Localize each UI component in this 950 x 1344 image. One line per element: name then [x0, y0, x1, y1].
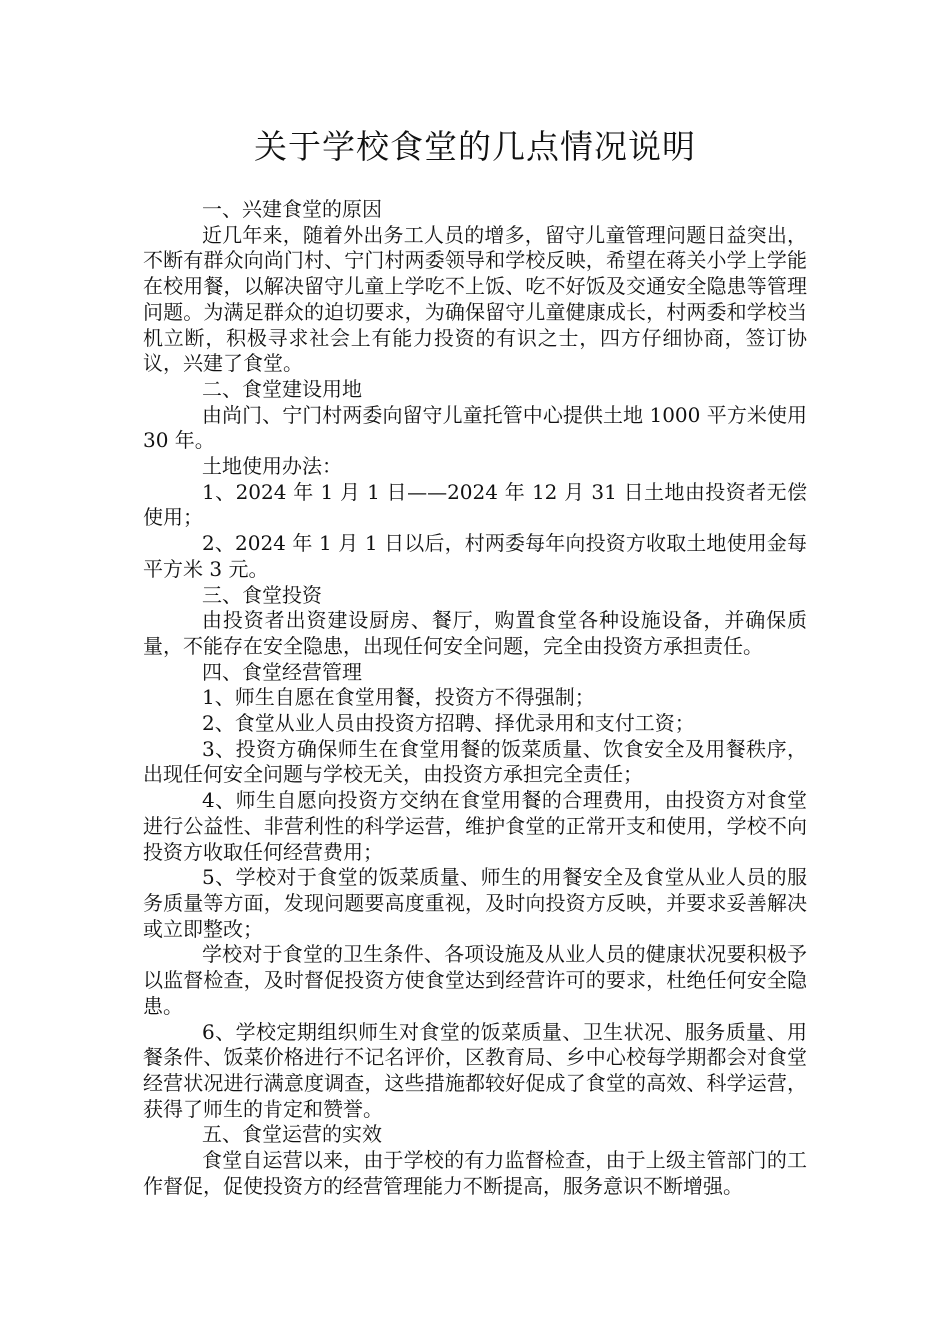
section-heading-4: 四、食堂经营管理 [202, 659, 362, 684]
list-item-management-1: 1、师生自愿在食堂用餐，投资方不得强制； [202, 685, 595, 710]
section-heading-1: 一、兴建食堂的原因 [202, 197, 382, 221]
section-heading-2: 二、食堂建设用地 [202, 376, 362, 401]
list-item-management-6: 6、学校定期组织师生对食堂的饭菜质量、卫生状况、服务质量、用餐条件、饭菜价格进行不记名评价，区教育局、乡中心校每学期都会对食堂经营状况进行满意度调查，这些措施都较好促成了食堂的高效、科学运营，获得了师生的肯定和赞誉。 [143, 1019, 807, 1121]
list-item-management-5: 5、学校对于食堂的饭菜质量、师生的用餐安全及食堂从业人员的服务质量等方面，发现问题要高度重视，及时向投资方反映，并要求妥善解决或立即整改； [143, 865, 807, 941]
paragraph-supervision: 学校对于食堂的卫生条件、各项设施及从业人员的健康状况要积极予以监督检查，及时督促投资方使食堂达到经营许可的要求，杜绝任何安全隐患。 [143, 942, 807, 1018]
paragraph-reason: 近几年来，随着外出务工人员的增多，留守儿童管理问题日益突出，不断有群众向尚门村、宁门村两委领导和学校反映，希望在蒋关小学上学能在校用餐，以解决留守儿童上学吃不上饭、吃不好饭及交通安全隐患等管理问题。为满足群众的迫切要求，为确保留守儿童健康成长，村两委和学校当机立断，积极寻求社会上有能力投资的有识之士，四方仔细协商，签订协议，兴建了食堂。 [143, 222, 807, 376]
list-item-management-2: 2、食堂从业人员由投资方招聘、择优录用和支付工资； [202, 711, 695, 736]
list-item-land-1: 1、2024 年 1 月 1 日——2024 年 12 月 31 日土地由投资者无偿使用； [143, 479, 807, 530]
list-item-management-4: 4、师生自愿向投资方交纳在食堂用餐的合理费用，由投资方对食堂进行公益性、非营利性的科学运营，维护食堂的正常开支和使用，学校不向投资方收取任何经营费用； [143, 788, 807, 864]
document-title: 关于学校食堂的几点情况说明 [254, 127, 696, 166]
paragraph-results: 食堂自运营以来，由于学校的有力监督检查，由于上级主管部门的工作督促，促使投资方的经营管理能力不断提高，服务意识不断增强。 [143, 1148, 807, 1198]
document-body [143, 197, 807, 1199]
section-heading-3: 三、食堂投资 [202, 582, 322, 607]
list-item-land-2: 2、2024 年 1 月 1 日以后，村两委每年向投资方收取土地使用金每平方米 3 元。 [143, 531, 807, 581]
paragraph-land: 由尚门、宁门村两委向留守儿童托管中心提供土地 1000 平方米使用 30 年。 [143, 402, 807, 453]
list-item-management-3: 3、投资方确保师生在食堂用餐的饭菜质量、饮食安全及用餐秩序，出现任何安全问题与学校无关，由投资方承担完全责任； [143, 736, 807, 787]
section-heading-5: 五、食堂运营的实效 [202, 1122, 382, 1147]
paragraph-land-usage-label: 土地使用办法： [202, 454, 342, 479]
paragraph-investment: 由投资者出资建设厨房、餐厅，购置食堂各种设施设备，并确保质量，不能存在安全隐患，出现任何安全问题，完全由投资方承担责任。 [143, 608, 807, 658]
